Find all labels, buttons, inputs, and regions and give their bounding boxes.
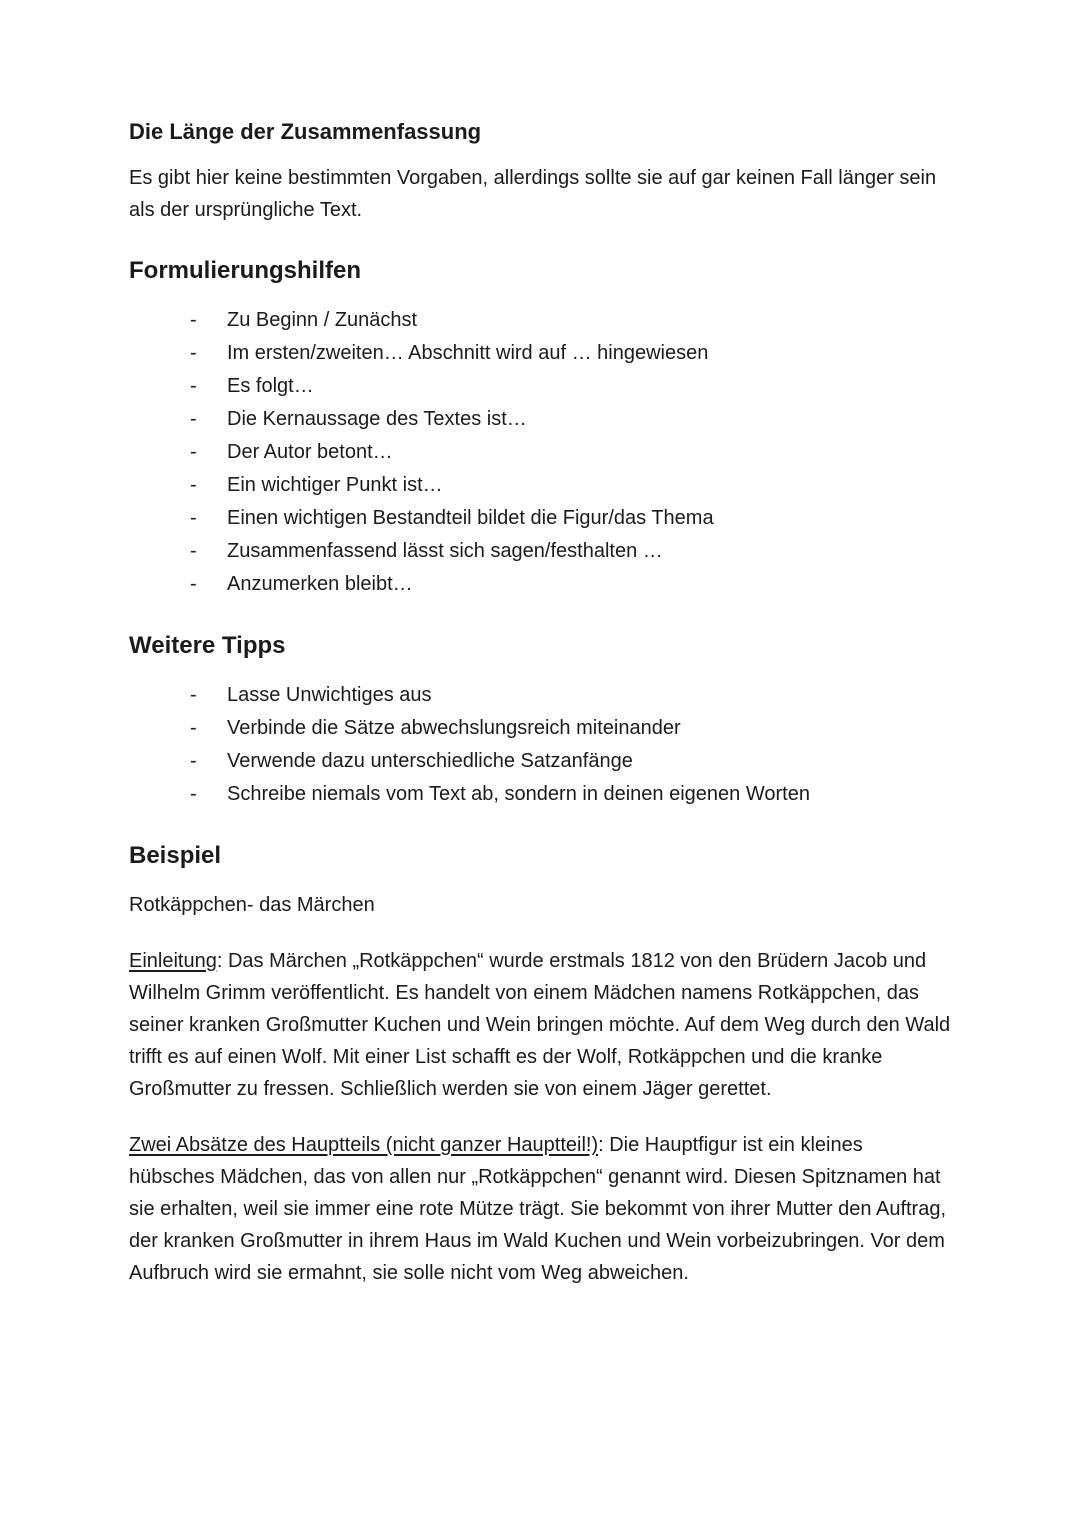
paragraph-laenge: Es gibt hier keine bestimmten Vorgaben, allerdings sollte sie auf gar keinen Fall länger sein als der ursprüngliche Text. [129, 166, 937, 221]
paragraph-hauptteil [129, 1129, 953, 1289]
list-item-text: Zu Beginn / Zunächst [227, 308, 418, 331]
document-content [129, 118, 953, 1289]
list-formulierungshilfen [129, 304, 953, 601]
list-item [190, 535, 953, 568]
dash-bullet: - [190, 308, 197, 331]
heading-beispiel: Beispiel [129, 841, 222, 869]
list-item [190, 712, 953, 745]
list-item-text: Lasse Unwichtiges aus [227, 683, 432, 706]
dash-bullet: - [190, 440, 197, 463]
hauptteil-text: : Die Hauptfigur ist ein kleines hübsches Mädchen, das von allen nur „Rotkäppchen“ genannt wird. Diesen Spitznamen hat sie erhalten, weil sie immer eine rote Mütze trägt. Sie bekommt von ihrer Mutter den Auftrag, der kranken Großmutter in ihrem Haus im Wald Kuchen und Wein vorbeizubringen. Vor dem Aufbruch wird sie ermahnt, sie solle nicht vom Weg abweichen. [129, 1133, 947, 1284]
list-item-text: Die Kernaussage des Textes ist… [227, 407, 527, 430]
dash-bullet: - [190, 539, 197, 562]
list-item [190, 304, 953, 337]
list-item [190, 745, 953, 778]
list-item-text: Anzumerken bleibt… [227, 572, 413, 595]
list-item [190, 370, 953, 403]
beispiel-subtitle: Rotkäppchen- das Märchen [129, 893, 375, 916]
dash-bullet: - [190, 374, 197, 397]
dash-bullet: - [190, 473, 197, 496]
list-item [190, 568, 953, 601]
paragraph-einleitung [129, 945, 953, 1105]
dash-bullet: - [190, 749, 197, 772]
list-weitere-tipps [129, 679, 953, 811]
dash-bullet: - [190, 716, 197, 739]
heading-laenge-der-zusammenfassung: Die Länge der Zusammenfassung [129, 119, 482, 144]
list-item [190, 337, 953, 370]
hauptteil-label: Zwei Absätze des Hauptteils (nicht ganzer Hauptteil!) [129, 1133, 599, 1156]
list-item-text: Es folgt… [227, 374, 314, 397]
einleitung-label: Einleitung [129, 949, 217, 972]
list-item [190, 436, 953, 469]
list-item-text: Im ersten/zweiten… Abschnitt wird auf … hingewiesen [227, 341, 709, 364]
dash-bullet: - [190, 572, 197, 595]
list-item-text: Schreibe niemals vom Text ab, sondern in deinen eigenen Worten [227, 782, 810, 805]
list-item-text: Verwende dazu unterschiedliche Satzanfänge [227, 749, 633, 772]
einleitung-text: : Das Märchen „Rotkäppchen“ wurde erstmals 1812 von den Brüdern Jacob und Wilhelm Grimm veröffentlicht. Es handelt von einem Mädchen namens Rotkäppchen, das seiner kranken Großmutter Kuchen und Wein bringen möchte. Auf dem Weg durch den Wald trifft es auf einen Wolf. Mit einer List schafft es der Wolf, Rotkäppchen und die kranke Großmutter zu fressen. Schließlich werden sie von einem Jäger gerettet. [129, 949, 951, 1100]
heading-weitere-tipps: Weitere Tipps [129, 631, 286, 659]
dash-bullet: - [190, 341, 197, 364]
dash-bullet: - [190, 407, 197, 430]
dash-bullet: - [190, 782, 197, 805]
dash-bullet: - [190, 506, 197, 529]
list-item-text: Der Autor betont… [227, 440, 393, 463]
list-item-text: Verbinde die Sätze abwechslungsreich miteinander [227, 716, 681, 739]
list-item [190, 403, 953, 436]
list-item-text: Ein wichtiger Punkt ist… [227, 473, 443, 496]
list-item [190, 469, 953, 502]
dash-bullet: - [190, 683, 197, 706]
heading-formulierungshilfen: Formulierungshilfen [129, 256, 362, 284]
list-item [190, 502, 953, 535]
list-item [190, 778, 953, 811]
list-item-text: Einen wichtigen Bestandteil bildet die Figur/das Thema [227, 506, 714, 529]
list-item [190, 679, 953, 712]
list-item-text: Zusammenfassend lässt sich sagen/festhalten … [227, 539, 663, 562]
